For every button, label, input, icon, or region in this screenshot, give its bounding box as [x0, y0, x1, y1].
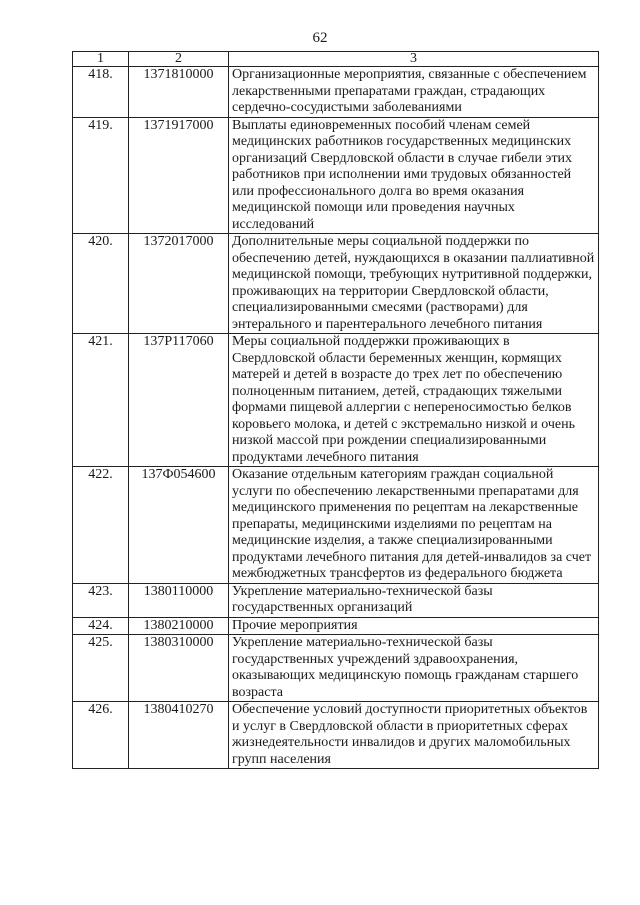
table-row [73, 635, 599, 702]
row-number: 419. [73, 117, 129, 234]
row-description: Оказание отдельным категориям граждан социальной услуги по обеспечению лекарственными препаратами для медицинского применения по рецептам на лекарственные препараты, медицинскими изделиями по рецептам на медицинские изделия, а также специализированными продуктами лечебного питания для детей-инвалидов за счет межбюджетных трансфертов из федерального бюджета [229, 467, 599, 584]
row-number: 424. [73, 617, 129, 635]
row-number: 425. [73, 635, 129, 702]
row-description: Укрепление материально-технической базы государственных организаций [229, 583, 599, 617]
column-header-1: 1 [73, 52, 129, 67]
row-number: 421. [73, 334, 129, 467]
budget-code: 137P117060 [129, 334, 229, 467]
table-header-row [73, 52, 599, 67]
row-description: Организационные мероприятия, связанные с обеспечением лекарственными препаратами граждан, страдающих сердечно-сосудистыми заболеваниями [229, 67, 599, 118]
row-description: Дополнительные меры социальной поддержки по обеспечению детей, нуждающихся в оказании паллиативной медицинской помощи, требующих нутритивной поддержки, проживающих на территории Свердловской области, специализированными смесями (растворами) для энтерального и парентерального лечебного питания [229, 234, 599, 334]
row-number: 426. [73, 702, 129, 769]
budget-code: 1371810000 [129, 67, 229, 118]
row-description: Укрепление материально-технической базы государственных учреждений здравоохранения, оказывающих медицинскую помощь гражданам старшего возраста [229, 635, 599, 702]
page-number: 62 [312, 30, 328, 46]
budget-code: 137Ф054600 [129, 467, 229, 584]
row-number: 418. [73, 67, 129, 118]
budget-code: 1380410270 [129, 702, 229, 769]
budget-code: 1380110000 [129, 583, 229, 617]
column-header-3: 3 [229, 52, 599, 67]
table-row [73, 334, 599, 467]
budget-code: 1371917000 [129, 117, 229, 234]
table-row [73, 467, 599, 584]
row-description: Меры социальной поддержки проживающих в Свердловской области беременных женщин, кормящих матерей и детей в возрасте до трех лет по обеспечению полноценным питанием, детей, страдающих тяжелыми формами пищевой аллергии с непереносимостью белков коровьего молока, и детей с экстремально низкой и очень низкой массой при рождении специализированными продуктами лечебного питания [229, 334, 599, 467]
table-row [73, 234, 599, 334]
table-row [73, 617, 599, 635]
budget-code: 1372017000 [129, 234, 229, 334]
row-description: Обеспечение условий доступности приоритетных объектов и услуг в Свердловской области в приоритетных сферах жизнедеятельности инвалидов и других маломобильных групп населения [229, 702, 599, 769]
table-row [73, 702, 599, 769]
table-row [73, 583, 599, 617]
row-description: Прочие мероприятия [229, 617, 599, 635]
row-number: 422. [73, 467, 129, 584]
budget-code: 1380310000 [129, 635, 229, 702]
table-row [73, 117, 599, 234]
row-number: 423. [73, 583, 129, 617]
budget-code: 1380210000 [129, 617, 229, 635]
row-number: 420. [73, 234, 129, 334]
table-row [73, 67, 599, 118]
budget-classification-table [72, 51, 599, 769]
column-header-2: 2 [129, 52, 229, 67]
row-description: Выплаты единовременных пособий членам семей медицинских работников государственных медицинских организаций Свердловской области в случае гибели этих работников при исполнении ими трудовых обязанностей или профессионального долга во время оказания медицинской помощи или проведения научных исследований [229, 117, 599, 234]
